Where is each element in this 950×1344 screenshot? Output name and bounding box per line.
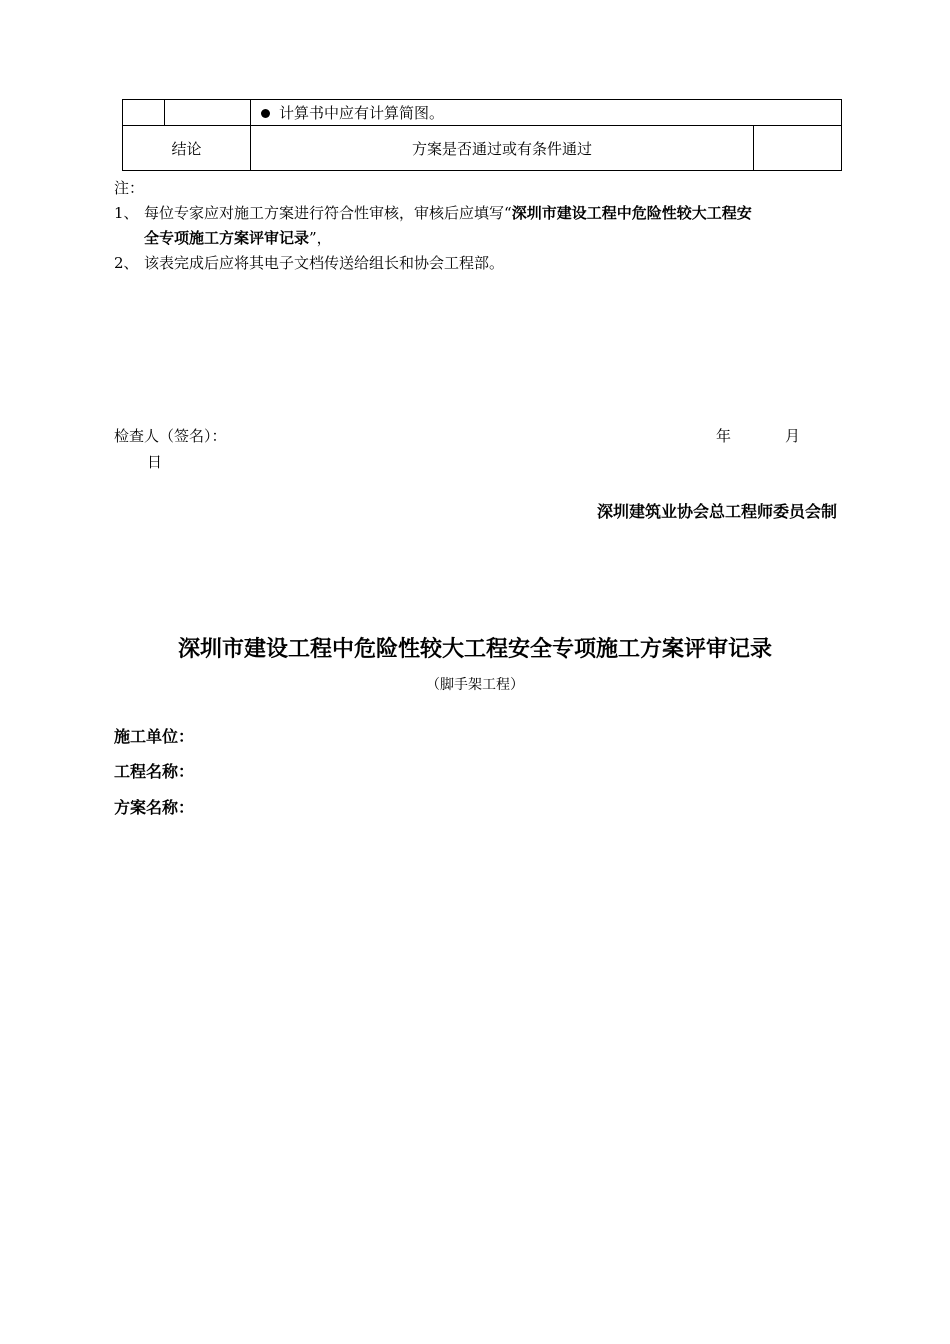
conclusion-result-cell[interactable] [754,126,842,171]
inspector-signature-label: 检查人（签名）： [114,427,227,445]
project-name-label: 工程名称： [114,762,195,781]
note-quote-close: ”， [309,229,332,247]
table-cell-empty [165,100,251,126]
bullet-item-text: 计算书中应有计算简图。 [279,104,445,122]
note-item-2-number: 2、 [114,254,139,272]
table-row [123,126,842,171]
page-subtitle: （脚手架工程） [426,677,524,693]
table-cell-empty [123,100,165,126]
table-cell-bullet [251,100,842,126]
note-quote-open: “ [504,204,512,222]
conclusion-text: 方案是否通过或有条件通过 [251,126,754,171]
signature-month-label: 月 [785,427,801,445]
footer-organization: 深圳建筑业协会总工程师委员会制 [596,502,837,521]
notes-label: 注： [114,179,145,197]
review-table [122,99,842,171]
construction-unit-label: 施工单位： [114,727,195,746]
table-row [123,100,842,126]
signature-year-label: 年 [716,427,732,445]
note-item-1-bold-line2: 全专项施工方案评审记录 [144,229,310,247]
note-item-2-text: 该表完成后应将其电子文档传送给组长和协会工程部。 [144,254,505,272]
note-item-1-bold-line1: 深圳市建设工程中危险性较大工程安 [511,204,752,222]
page-title: 深圳市建设工程中危险性较大工程安全专项施工方案评审记录 [177,637,772,662]
signature-day-label: 日 [147,453,163,471]
conclusion-label: 结论 [123,126,251,171]
plan-name-label: 方案名称： [114,798,195,817]
note-item-1-text: 每位专家应对施工方案进行符合性审核，审核后应填写 [144,204,505,222]
note-item-1-continued [144,227,332,248]
note-item-1 [144,202,752,223]
note-item-1-number: 1、 [114,204,139,222]
bullet-icon [261,109,270,118]
